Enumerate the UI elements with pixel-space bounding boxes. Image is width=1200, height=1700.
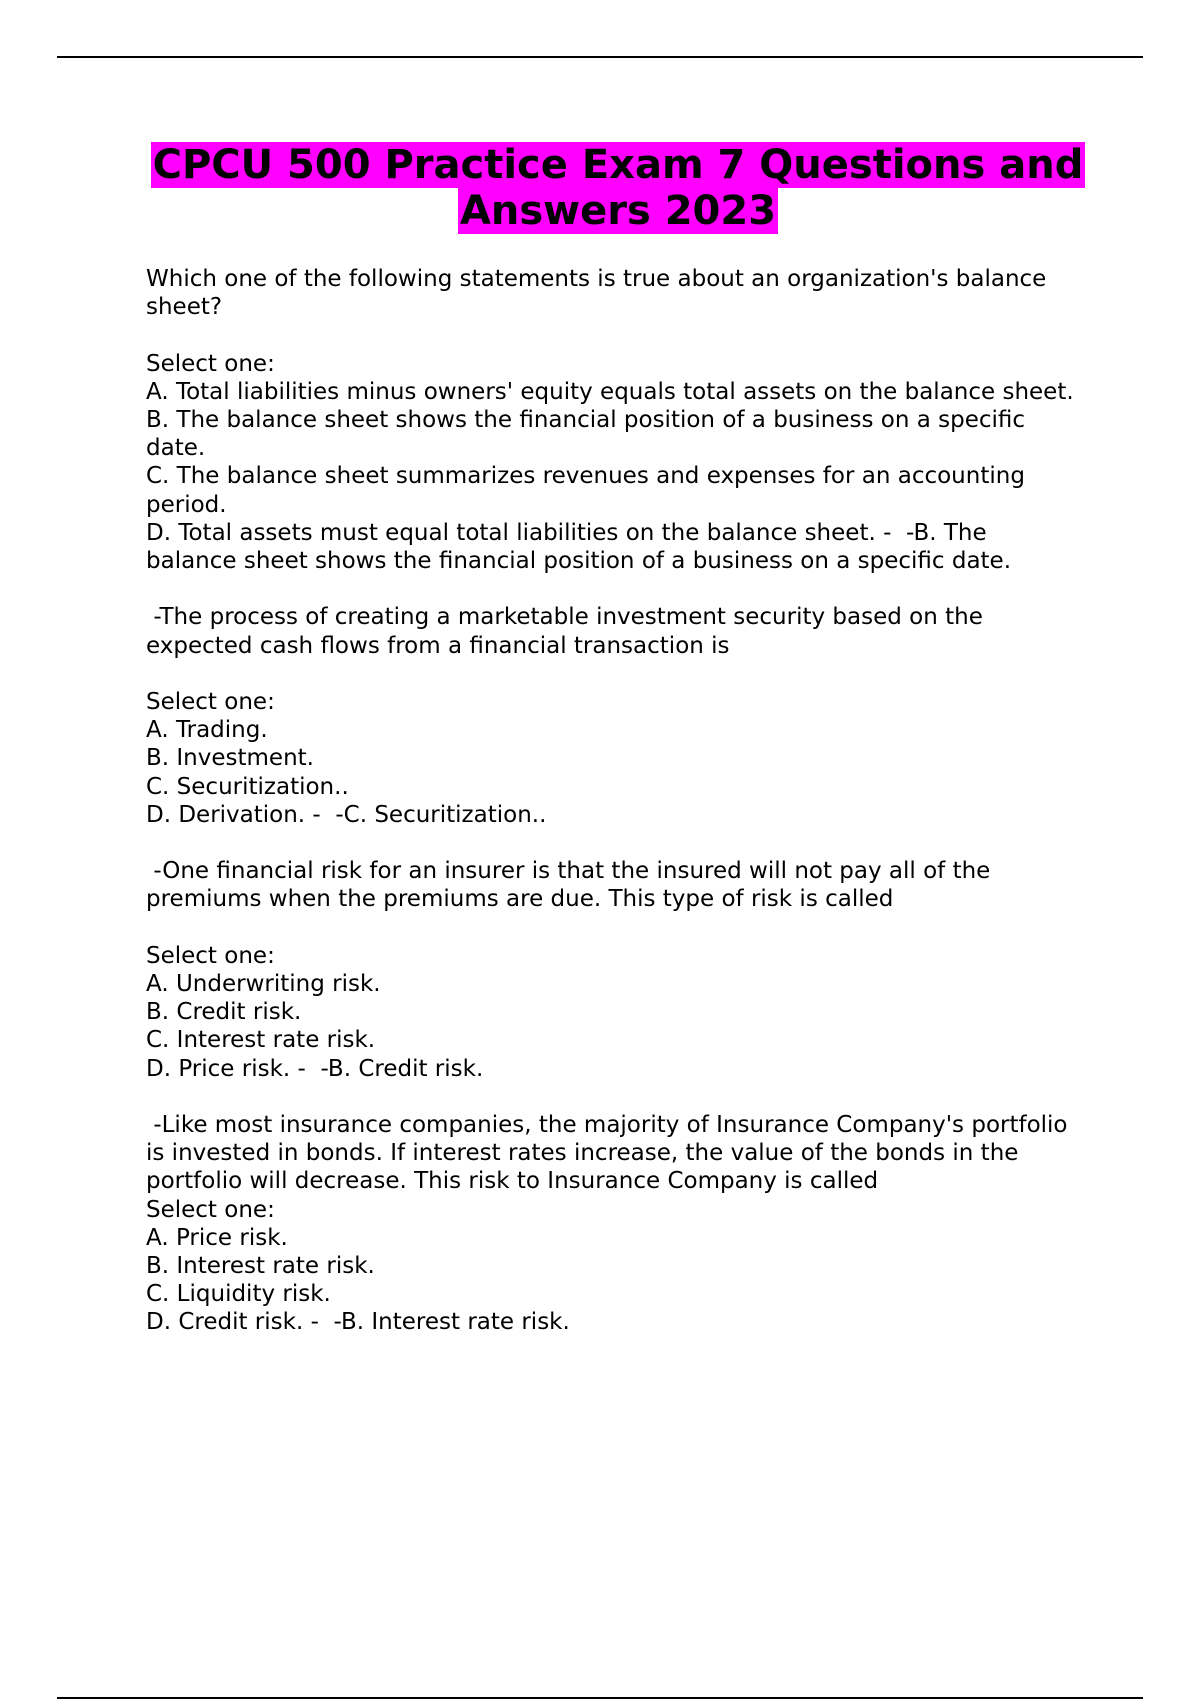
question-block-3 bbox=[146, 857, 1076, 1083]
select-one-prompt: Select one: bbox=[146, 1196, 275, 1223]
document-title bbox=[140, 142, 1096, 234]
option-a: A. Underwriting risk. bbox=[146, 971, 381, 997]
option-b: B. The balance sheet shows the financial position of a business on a specific date. bbox=[146, 407, 1033, 462]
option-b: B. Credit risk. bbox=[146, 999, 302, 1026]
option-d-with-answer: D. Credit risk. - -B. Interest rate risk. bbox=[146, 1309, 570, 1336]
title-line-2: Answers 2023 bbox=[459, 188, 777, 234]
option-d-with-answer: D. Total assets must equal total liabilities on the balance sheet. - -B. The balance sheet shows the financial position of a business on a specific date. bbox=[146, 519, 1012, 575]
option-a: A. Price risk. bbox=[146, 1224, 288, 1251]
option-c: C. Interest rate risk. bbox=[146, 1027, 376, 1054]
question-block-4 bbox=[146, 1111, 1076, 1337]
question-block-2 bbox=[146, 603, 1076, 829]
top-rule bbox=[57, 56, 1143, 58]
option-d-with-answer: D. Derivation. - -C. Securitization.. bbox=[146, 801, 547, 828]
option-c: C. Securitization.. bbox=[146, 773, 349, 800]
question-block-1 bbox=[146, 265, 1076, 575]
option-a: A. Trading. bbox=[146, 717, 268, 744]
select-one-prompt: Select one: bbox=[146, 689, 275, 715]
question-text: -The process of creating a marketable investment security based on the expected cash flows from a financial transaction is bbox=[146, 604, 991, 659]
document-body bbox=[146, 265, 1076, 1365]
bottom-rule bbox=[57, 1697, 1143, 1699]
option-c: C. The balance sheet summarizes revenues and expenses for an accounting period. bbox=[146, 463, 1033, 518]
select-one-prompt: Select one: bbox=[146, 350, 275, 377]
option-b: B. Investment. bbox=[146, 745, 314, 772]
option-a: A. Total liabilities minus owners' equity equals total assets on the balance sheet. bbox=[146, 378, 1074, 405]
option-c: C. Liquidity risk. bbox=[146, 1281, 331, 1308]
option-b: B. Interest rate risk. bbox=[146, 1253, 375, 1280]
question-text: -One financial risk for an insurer is that the insured will not pay all of the premiums when the premiums are due. This type of risk is called bbox=[146, 858, 998, 913]
question-text: -Like most insurance companies, the majority of Insurance Company's portfolio is invested in bonds. If interest rates increase, the value of the bonds in the portfolio will decrease. This risk to Insurance Company is called bbox=[146, 1112, 1075, 1195]
select-one-prompt: Select one: bbox=[146, 942, 275, 969]
title-line-1: CPCU 500 Practice Exam 7 Questions and bbox=[152, 142, 1084, 188]
question-text: Which one of the following statements is true about an organization's balance sheet? bbox=[146, 266, 1054, 321]
option-d-with-answer: D. Price risk. - -B. Credit risk. bbox=[146, 1055, 484, 1082]
